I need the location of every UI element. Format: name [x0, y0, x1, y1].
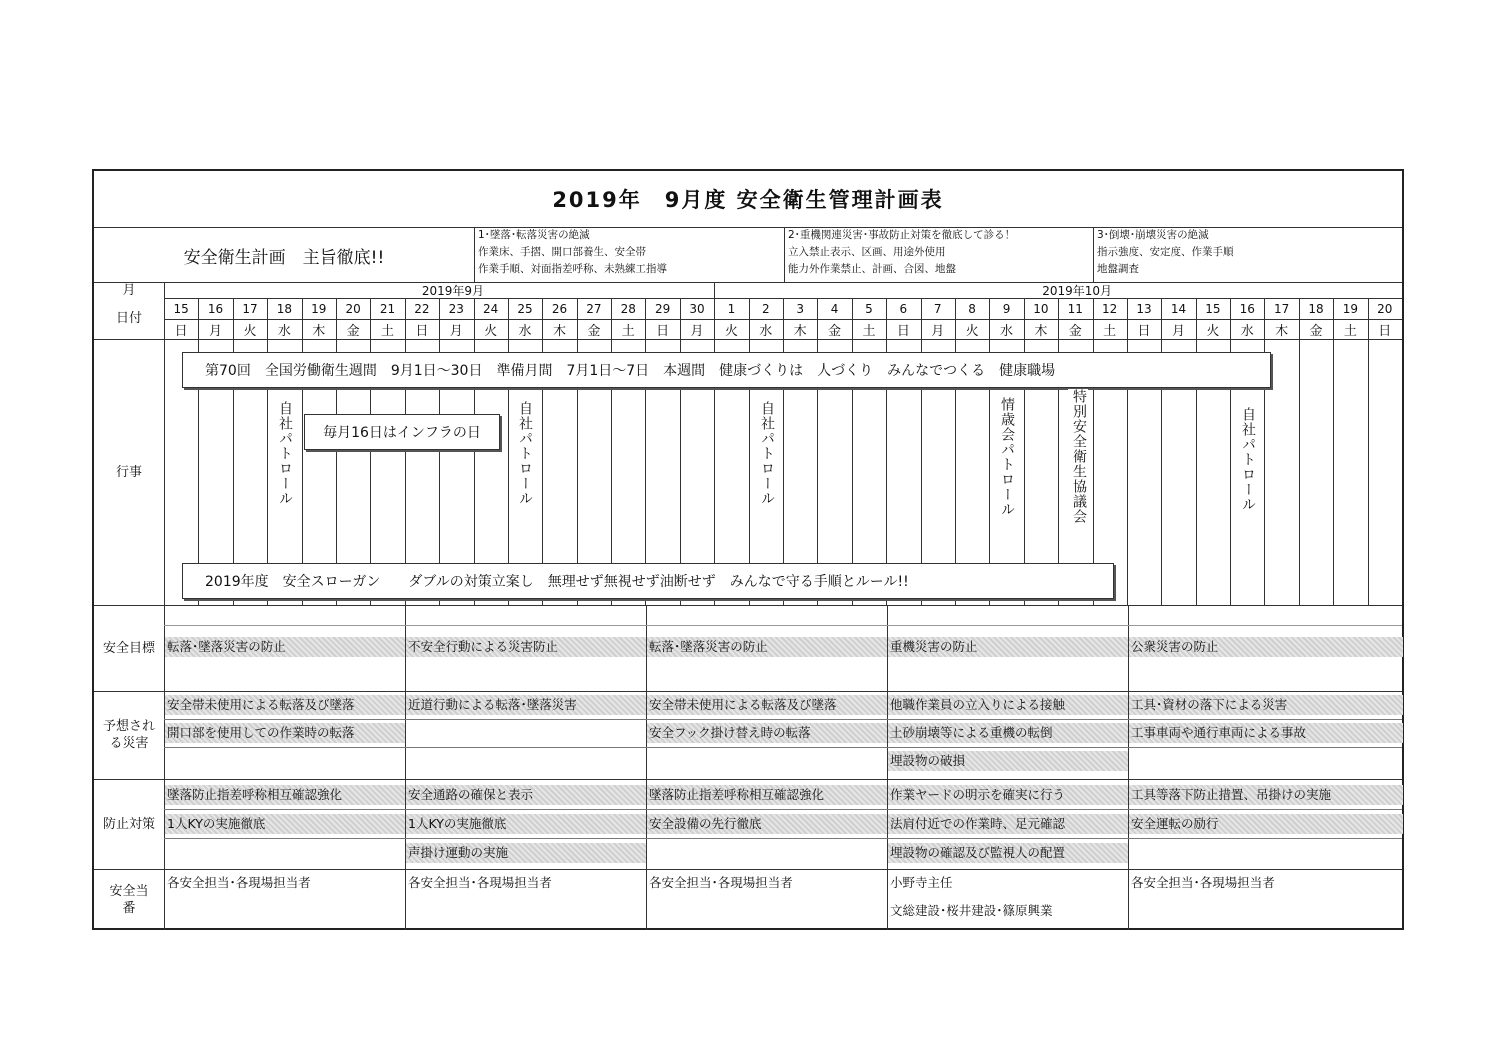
day-divider: [817, 298, 818, 605]
day-weekday: 月: [209, 324, 223, 339]
day-number: 2: [761, 302, 770, 316]
day-number: 18: [1308, 302, 1324, 316]
hazard-text: [406, 751, 647, 771]
policy-col-2-line: 立入禁止表示、区画、用途外使用: [788, 246, 946, 258]
events-label: 行事: [115, 464, 142, 480]
day-number: 7: [933, 302, 942, 316]
day-divider: [405, 298, 406, 605]
day-divider: [1058, 298, 1059, 605]
day-divider: [577, 298, 578, 605]
policy-col-1-line: 作業床、手摺、開口部養生、安全帯: [478, 246, 646, 258]
goal-text: 重機災害の防止: [888, 637, 1129, 657]
infra-day-note: 毎月16日はインフラの日: [304, 414, 500, 450]
day-number: 16: [207, 302, 224, 316]
measure-text: 安全通路の確保と表示: [406, 785, 647, 805]
policy-col-3: [1094, 227, 1402, 282]
policy-col-3-line: 地盤調査: [1097, 263, 1139, 275]
day-divider: [233, 298, 234, 605]
day-number: 21: [379, 302, 396, 316]
day-number: 19: [311, 302, 327, 316]
day-weekday: 水: [518, 324, 532, 339]
schedule-table: [92, 169, 1404, 930]
duty-text: 各安全担当･各現場担当者: [408, 875, 552, 890]
day-divider: [508, 298, 509, 605]
measure-text: 1人KYの実施徹底: [165, 814, 406, 834]
hazard-text: 安全帯未使用による転落及び墜落: [165, 695, 406, 715]
duty-label: 安全当番: [109, 883, 149, 916]
day-divider: [611, 298, 612, 605]
measure-text: 作業ヤードの明示を確実に行う: [888, 785, 1129, 805]
policy-col-2-line: 2･重機関連災害･事故防止対策を徹底して診る！: [788, 229, 1016, 241]
hazard-text: [165, 751, 406, 771]
day-number: 20: [345, 302, 361, 316]
day-number: 29: [654, 302, 671, 316]
day-divider: [1024, 298, 1025, 605]
measure-text: [1129, 843, 1403, 863]
day-weekday: 水: [1240, 324, 1254, 339]
hazard-text: 埋設物の破損: [888, 751, 1129, 771]
day-number: 23: [448, 302, 464, 316]
day-divider: [921, 298, 922, 605]
hazard-text: 土砂崩壊等による重機の転倒: [888, 723, 1129, 743]
day-weekday: 火: [965, 324, 979, 339]
day-number: 18: [276, 302, 292, 316]
day-number: 8: [968, 302, 976, 316]
hazard-text: 安全帯未使用による転落及び墜落: [647, 695, 888, 715]
goal-text: 公衆災害の防止: [1129, 637, 1403, 657]
duty-text: [1129, 901, 1403, 921]
goal-text: 不安全行動による災害防止: [406, 637, 647, 657]
goal-text: 転落･墜落災害の防止: [647, 637, 888, 657]
day-weekday: 水: [1000, 324, 1014, 339]
duty-text: [406, 901, 647, 921]
day-number: 30: [689, 302, 705, 316]
patrol-event: 自社パトロール: [514, 401, 534, 506]
day-weekday: 土: [1343, 324, 1357, 339]
duty-text: 小野寺主任: [890, 875, 953, 890]
patrol-event: 自社パトロール: [756, 401, 776, 506]
patrol-event: 自社パトロール: [1237, 407, 1257, 512]
day-divider: [783, 298, 784, 605]
day-weekday: 木: [793, 324, 807, 339]
day-weekday: 日: [174, 324, 188, 339]
day-weekday: 月: [449, 324, 463, 339]
measure-text: 墜落防止指差呼称相互確認強化: [647, 785, 888, 805]
day-number: 26: [551, 302, 568, 316]
day-number: 19: [1342, 302, 1359, 316]
policy-col-1-line: 作業手順、対面指差呼称、未熟練工指導: [478, 263, 667, 275]
day-weekday: 木: [1034, 324, 1048, 339]
measure-text: 安全設備の先行徹底: [647, 814, 888, 834]
day-number: 20: [1377, 302, 1393, 316]
patrol-event: 自社パトロール: [274, 401, 294, 506]
measure-text: [647, 843, 888, 863]
goal-text: 転落･墜落災害の防止: [165, 637, 406, 657]
labor-week-banner: 第70回 全国労働衛生週間 9月1日～30日 準備月間 7月1日～7日 本週間 健康づくりは 人づくり みんなでつくる 健康職場: [182, 352, 1271, 388]
day-number: 22: [414, 302, 430, 316]
day-divider: [955, 298, 956, 605]
day-divider: [1161, 298, 1162, 605]
duty-text: 各安全担当･各現場担当者: [167, 875, 311, 890]
date-label: 日付: [115, 311, 142, 326]
duty-text: [647, 901, 888, 921]
day-weekday: 金: [828, 324, 842, 339]
day-divider: [714, 298, 715, 605]
duty-text: [165, 901, 406, 921]
month-label: 月: [122, 282, 136, 298]
hazard-text: 他職作業員の立入りによる接触: [888, 695, 1129, 715]
policy-col-1: [475, 227, 785, 282]
day-weekday: 金: [1309, 324, 1323, 339]
day-divider: [542, 298, 543, 605]
day-weekday: 日: [1378, 324, 1392, 339]
day-number: 1: [727, 302, 736, 316]
day-divider: [749, 298, 750, 605]
day-weekday: 日: [1137, 324, 1151, 339]
month-oct: 2019年10月: [1042, 283, 1112, 298]
day-divider: [474, 298, 475, 605]
day-divider: [645, 298, 646, 605]
day-number: 13: [1136, 302, 1152, 316]
day-weekday: 水: [277, 324, 291, 339]
day-number: 14: [1170, 302, 1187, 316]
day-divider: [1093, 298, 1094, 605]
hazard-text: [1129, 751, 1403, 771]
day-weekday: 土: [381, 324, 395, 339]
duty-text: 各安全担当･各現場担当者: [649, 875, 793, 890]
day-number: 25: [517, 302, 533, 316]
hazard-text: 工具･資材の落下による災害: [1129, 695, 1403, 715]
day-divider: [1368, 298, 1369, 605]
day-divider: [1196, 298, 1197, 605]
day-weekday: 木: [1275, 324, 1289, 339]
day-divider: [336, 298, 337, 605]
day-number: 17: [1273, 302, 1290, 316]
day-divider: [1333, 298, 1334, 605]
day-divider: [439, 298, 440, 605]
measure-text: 埋設物の確認及び監視人の配置: [888, 843, 1129, 863]
policy-col-2-line: 能力外作業禁止、計画、合図、地盤: [788, 263, 956, 275]
policy-col-3-line: 3･倒壊･崩壊災害の絶滅: [1097, 229, 1209, 241]
jousai-patrol-event: 情歳会パトロール: [996, 397, 1016, 517]
measure-text: 安全運転の励行: [1129, 814, 1403, 834]
hazard-label: 予想される災害: [102, 719, 155, 751]
day-weekday: 土: [862, 324, 876, 339]
duty-text: 文総建設･桜井建設･篠原興業: [890, 903, 1053, 918]
day-number: 17: [242, 302, 258, 316]
day-weekday: 水: [759, 324, 773, 339]
day-weekday: 日: [656, 324, 670, 339]
day-divider: [989, 298, 990, 605]
day-number: 15: [173, 302, 189, 316]
page-title: 2019年 9月度 安全衛生管理計画表: [552, 188, 944, 212]
day-weekday: 木: [552, 324, 566, 339]
day-weekday: 火: [243, 324, 257, 339]
day-number: 28: [620, 302, 636, 316]
hazard-text: 近道行動による転落･墜落災害: [406, 695, 647, 715]
hazard-text: [406, 723, 647, 743]
day-weekday: 火: [724, 324, 738, 339]
day-divider: [680, 298, 681, 605]
measure-label: 防止対策: [102, 816, 155, 832]
day-number: 4: [830, 302, 839, 316]
measure-text: 1人KYの実施徹底: [406, 814, 647, 834]
measure-text: 工具等落下防止措置、吊掛けの実施: [1129, 785, 1403, 805]
day-number: 3: [796, 302, 804, 316]
day-number: 27: [586, 302, 602, 316]
day-weekday: 月: [690, 324, 704, 339]
hazard-text: 安全フック掛け替え時の転落: [647, 723, 888, 743]
day-number: 11: [1067, 302, 1083, 316]
policy-main: 安全衛生計画 主旨徹底!!: [183, 247, 385, 268]
day-divider: [852, 298, 853, 605]
day-divider: [198, 298, 199, 605]
measure-text: 墜落防止指差呼称相互確認強化: [165, 785, 406, 805]
day-weekday: 土: [621, 324, 635, 339]
day-divider: [1299, 298, 1300, 605]
month-sep: 2019年9月: [421, 283, 484, 298]
hazard-text: [647, 751, 888, 771]
day-number: 9: [1002, 302, 1011, 316]
day-divider: [302, 298, 303, 605]
day-weekday: 金: [346, 324, 360, 339]
policy-col-3-line: 指示強度、安定度、作業手順: [1097, 246, 1234, 258]
day-weekday: 木: [312, 324, 326, 339]
policy-col-2: [785, 227, 1095, 282]
day-divider: [886, 298, 887, 605]
day-weekday: 金: [1068, 324, 1082, 339]
hazard-text: 工事車両や通行車両による事故: [1129, 723, 1403, 743]
day-divider: [1127, 298, 1128, 605]
day-weekday: 月: [931, 324, 945, 339]
day-weekday: 月: [1171, 324, 1185, 339]
measure-text: [165, 843, 406, 863]
day-divider: [267, 298, 268, 605]
policy-col-1-line: 1･墜落･転落災害の絶滅: [478, 229, 590, 241]
special-council-event: 特別安全衛生協議会: [1068, 389, 1088, 524]
day-weekday: 火: [1206, 324, 1220, 339]
day-number: 16: [1239, 302, 1255, 316]
day-number: 15: [1205, 302, 1221, 316]
day-number: 24: [483, 302, 499, 316]
measure-text: 声掛け運動の実施: [406, 843, 647, 863]
hazard-text: 開口部を使用しての作業時の転落: [165, 723, 406, 743]
day-weekday: 日: [896, 324, 910, 339]
day-weekday: 日: [415, 324, 429, 339]
day-divider: [370, 298, 371, 605]
day-weekday: 土: [1103, 324, 1117, 339]
day-number: 5: [865, 302, 873, 316]
day-number: 12: [1102, 302, 1118, 316]
day-divider: [1264, 298, 1265, 605]
day-weekday: 火: [484, 324, 498, 339]
day-weekday: 金: [587, 324, 601, 339]
day-divider: [1230, 298, 1231, 605]
measure-text: 法肩付近での作業時、足元確認: [888, 814, 1129, 834]
day-number: 6: [899, 302, 908, 316]
safety-slogan-banner: 2019年度 安全スローガン ダブルの対策立案し 無理せず無視せず油断せず みんなで守る手順とルール!!: [182, 563, 1114, 599]
goal-label: 安全目標: [102, 640, 155, 656]
day-number: 10: [1033, 302, 1049, 316]
duty-text: 各安全担当･各現場担当者: [1131, 875, 1275, 890]
